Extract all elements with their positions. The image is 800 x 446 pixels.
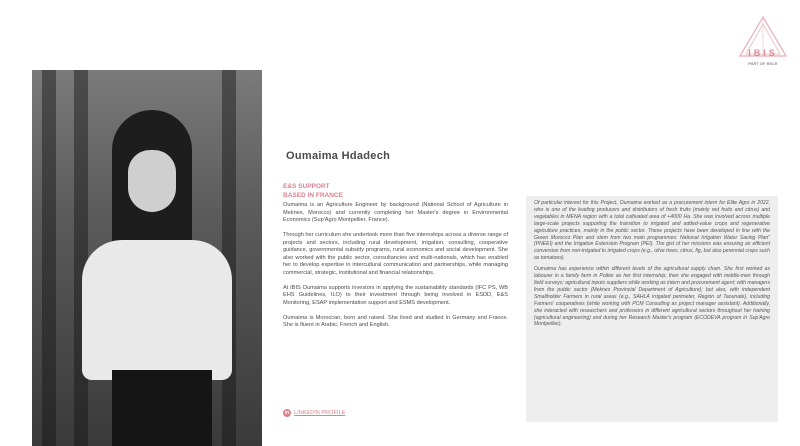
experience-paragraph: Of particular interest for this Project, Oumaima worked as a procurement intern for Elite Agro in 2022, who is one of the leading producers and distributors of fresh fruits (mainly red fruits and citrus) and vegetables in MENA region with a total cultivated area of +4000 Ha. She was involved across multiple large-scale projects supporting the transition to irrigated and added-value crops and regenerative agriculture practices, mainly in the public sector. These projects have been developed in line with the Green Morocco Plan and stem from two main programmes: National Irrigation Water Saving Plan" (PNEEI) and the Irrigation Extension Program (PEI). The gist of her missions was ensuring an efficient conversion from non-irrigated to irrigated crops (e.g., olive trees, citrus, fig, but also perennial crops such as tomatoes). <box>534 200 770 262</box>
profile-role <box>283 182 343 200</box>
bio-paragraph: Oumaima is an Agriculture Engineer by background (National School of Agriculture in Meknes, Morocco) and currently completing her Master's degree in Environmental Economics (Sup'Agro Montpellier, France). <box>283 202 508 223</box>
portrait-photo <box>32 70 262 446</box>
profile-name: Oumaima Hdadech <box>286 150 391 162</box>
bio-paragraph: At IBIS Oumaima supports investors in applying the sustainability standards (IFC PS, WB EHS Guidelines, ILO) to their investment through being involved in ESDD, E&S Monitoring, ESAP implementation support and ESMS development. <box>283 284 508 306</box>
logo-subtitle: PART OF ⊕SLR <box>748 61 778 66</box>
linkedin-label[interactable]: LINKEDIN PROFILE <box>294 410 346 416</box>
role-location: BASED IN FRANCE <box>283 192 343 199</box>
role-title: E&S SUPPORT <box>283 183 330 190</box>
experience-paragraph: Oumaima has experience within different levels of the agricultural supply chain. She first worked as labourer in a family farm in Poitier as her first internship, then she engaged with middle-men through field surveys; agricultural inputs suppliers while working as intern and procurement agent; with managers from the public sector (Meknes Provincial Department of Agriculture); but also, with independent Smallholder Farmers in rural areas (e.g., SAHLA irrigated perimeter, Region of Taounate), including Farmers' cooperatives (while working with PCM Consulting as project manager assistant). Additionally, she interacted with researchers and professors in different agricultural sectors throughout her training (agricultural engineering) and during her Research Master's program (ECODEVA program in Sup'Agro Montpellier). <box>534 266 770 328</box>
logo-word: IBIS <box>748 48 778 58</box>
linkedin-link[interactable] <box>283 409 345 417</box>
bio-text <box>283 202 508 337</box>
linkedin-icon: in <box>284 410 290 416</box>
bio-paragraph: Through her curriculum she undertook more than five internships across a diverse range of projects and sectors, including rural development, irrigation, consulting, cooperative guidance, governmental subsidy programs, rural economics and social development. She also worked with the public sector, consultancies and multi-nationals, which has enabled her to develop expertise in intercultural communication and partnerships, while managing commercial, strategic, institutional and financial relationships. <box>283 232 508 276</box>
experience-box <box>526 196 778 422</box>
bio-paragraph: Oumaima is Moroccan, born and raised. She lived and studied in Germany and France. She is fluent in Arabic, French and English. <box>283 314 508 328</box>
